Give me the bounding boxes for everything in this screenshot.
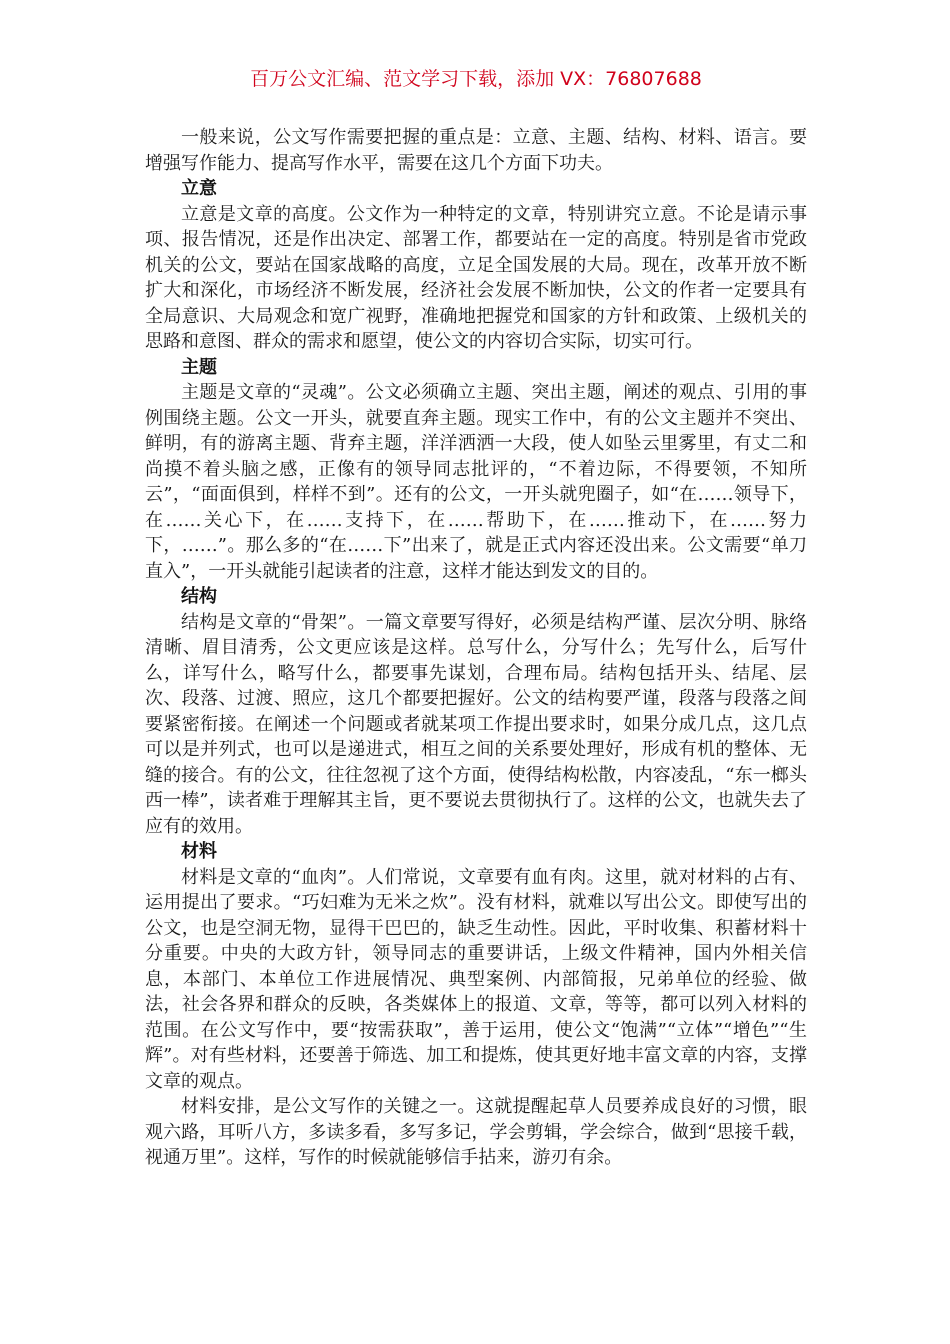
section-paragraph: 立意是文章的高度。公文作为一种特定的文章，特别讲究立意。不论是请示事项、报告情况，还是作出决定、部署工作，都要站在一定的高度。特别是省市党政机关的公文，要站在国家战略的高度，立足全国发展的大局。现在，改革开放不断扩大和深化，市场经济不断发展，经济社会发展不断加快，公文的作者一定要具有全局意识、大局观念和宽广视野，准确地把握党和国家的方针和政策、上级机关的思路和意图、群众的需求和愿望，使公文的内容切合实际，切实可行。 <box>145 203 807 352</box>
section-paragraph: 主题是文章的“灵魂”。公文必须确立主题、突出主题，阐述的观点、引用的事例围绕主题。公文一开头，就要直奔主题。现实工作中，有的公文主题并不突出、鲜明，有的游离主题、背弃主题，洋洋洒洒一大段，使人如坠云里雾里，有丈二和尚摸不着头脑之感，正像有的领导同志批评的，“不着边际，不得要领，不知所云”，“面面俱到，样样不到”。还有的公文，一开头就兜圈子，如“在……领导下，在……关心下，在……支持下，在……帮助下，在……推动下，在……努力下，……”。那么多的“在……下”出来了，就是正式内容还没出来。公文需要“单刀直入”，一开头就能引起读者的注意，这样才能达到发文的目的。 <box>145 382 807 582</box>
document-body <box>145 125 807 1171</box>
section-heading-jiegou: 结构 <box>181 586 217 607</box>
section-heading-zhuti: 主题 <box>181 356 217 378</box>
promo-banner: 百万公文汇编、范文学习下载，添加 VX：76807688 <box>250 68 702 90</box>
section-paragraph: 材料是文章的“血肉”。人们常说，文章要有血有肉。这里，就对材料的占有、运用提出了要求。“巧妇难为无米之炊”。没有材料，就难以写出公文。即使写出的公文，也是空洞无物，显得干巴巴的，缺乏生动性。因此，平时收集、积蓄材料十分重要。中央的大政方针，领导同志的重要讲话，上级文件精神，国内外相关信息，本部门、本单位工作进展情况、典型案例、内部简报，兄弟单位的经验、做法，社会各界和群众的反映，各类媒体上的报道、文章，等等，都可以列入材料的范围。在公文写作中，要“按需获取”，善于运用，使公文“饱满”“立体”“增色”“生辉”。对有些材料，还要善于筛选、加工和提炼，使其更好地丰富文章的内容，支撑文章的观点。 <box>145 866 807 1092</box>
section-paragraph: 材料安排，是公文写作的关键之一。这就提醒起草人员要养成良好的习惯，眼观六路，耳听八方，多读多看，多写多记，学会剪辑，学会综合，做到“思接千载，视通万里”。这样，写作的时候就能够信手拈来，游刃有余。 <box>145 1096 807 1168</box>
intro-paragraph: 一般来说，公文写作需要把握的重点是：立意、主题、结构、材料、语言。要增强写作能力、提高写作水平，需要在这几个方面下功夫。 <box>145 127 807 174</box>
section-heading-liyi: 立意 <box>181 178 217 199</box>
section-paragraph: 结构是文章的“骨架”。一篇文章要写得好，必须是结构严谨、层次分明、脉络清晰、眉目清秀，公文更应该是这样。总写什么，分写什么；先写什么，后写什么，详写什么，略写什么，都要事先谋划，合理布局。结构包括开头、结尾、层次、段落、过渡、照应，这几个都要把握好。公文的结构要严谨，段落与段落之间要紧密衔接。在阐述一个问题或者就某项工作提出要求时，如果分成几点，这几点可以是并列式，也可以是递进式，相互之间的关系要处理好，形成有机的整体、无缝的接合。有的公文，往往忽视了这个方面，使得结构松散，内容凌乱，“东一榔头西一棒”，读者难于理解其主旨，更不要说去贯彻执行了。这样的公文，也就失去了应有的效用。 <box>145 611 807 837</box>
section-heading-cailiao: 材料 <box>181 841 217 862</box>
